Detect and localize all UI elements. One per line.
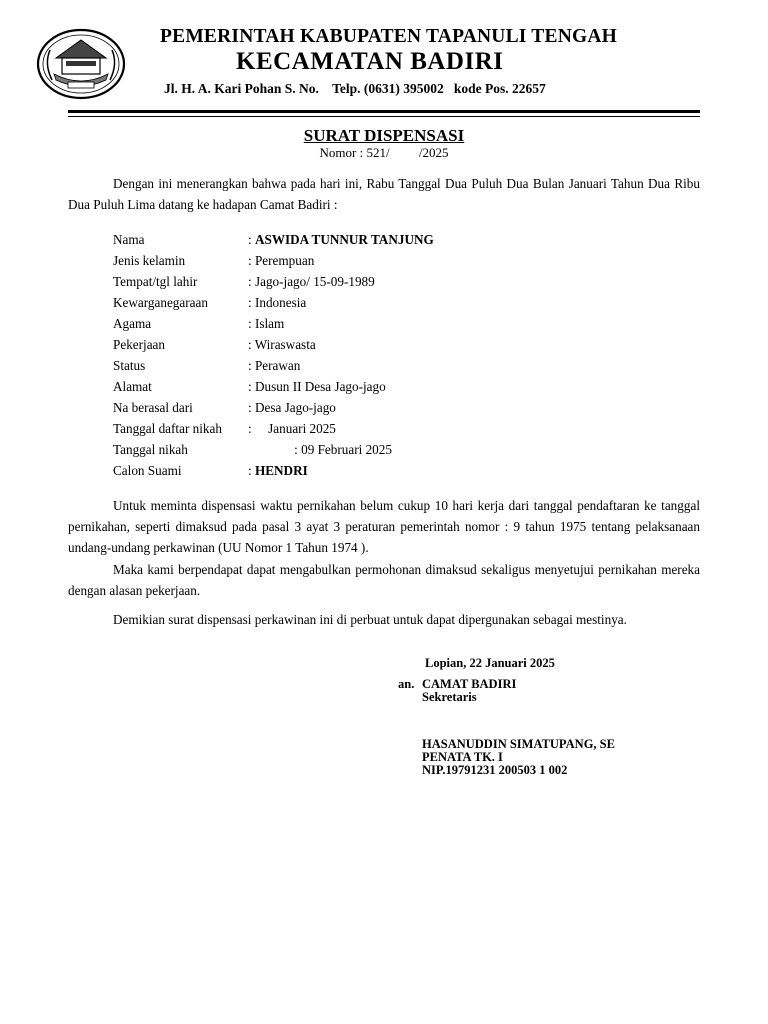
field-label: Agama xyxy=(113,316,152,331)
field-value xyxy=(248,316,284,332)
field-value-text: : Perempuan xyxy=(248,253,315,268)
field-label: Tanggal daftar nikah xyxy=(113,421,222,436)
field-value-text: : xyxy=(248,232,255,247)
field-value xyxy=(248,358,300,374)
field-label: Status xyxy=(113,358,146,373)
field-value xyxy=(248,463,308,479)
body-paragraph-1: Untuk meminta dispensasi waktu pernikahan belum cukup 10 hari kerja dari tanggal pendaftaran ke tanggal pernikahan, seperti dimaksud pada pasal 3 ayat 3 peraturan pemerintah nomor : 9 tahun 1975 tentang pelaksanaan undang-undang perkawinan (UU Nomor 1 Tahun 1974 ). xyxy=(68,498,700,555)
field-value-text: : Perawan xyxy=(248,358,301,373)
field-label: Tanggal nikah xyxy=(113,442,188,457)
field-value-text: : Jago-jago/ 15-09-1989 xyxy=(248,274,375,289)
field-label: Na berasal dari xyxy=(113,400,193,415)
field-value xyxy=(248,337,316,353)
field-label: Calon Suami xyxy=(113,463,182,478)
signature-role: Sekretaris xyxy=(422,690,477,704)
field-label: Nama xyxy=(113,232,145,247)
header-district: KECAMATAN BADIRI xyxy=(236,48,504,75)
field-label: Pekerjaan xyxy=(113,337,165,352)
field-value xyxy=(248,232,434,248)
regency-emblem-icon xyxy=(36,28,126,100)
field-value xyxy=(248,379,386,395)
letterhead-rule-thick xyxy=(68,110,700,113)
field-value-text: : xyxy=(248,463,255,478)
field-value-text: : Desa Jago-jago xyxy=(248,400,336,415)
body-paragraph-3: Demikian surat dispensasi perkawinan ini di perbuat untuk dapat dipergunakan sebagai mestinya. xyxy=(113,612,627,627)
intro-paragraph: Dengan ini menerangkan bahwa pada hari ini, Rabu Tanggal Dua Puluh Dua Bulan Januari Tahun Dua Ribu Dua Puluh Lima datang ke hadapan Camat Badiri : xyxy=(68,176,700,212)
field-value-text: : 09 Februari 2025 xyxy=(248,442,392,457)
field-value-text: : Indonesia xyxy=(248,295,307,310)
signature-name: HASANUDDIN SIMATUPANG, SE xyxy=(422,737,615,751)
field-value-text: : Dusun II Desa Jago-jago xyxy=(248,379,386,394)
body-paragraph-2: Maka kami berpendapat dapat mengabulkan permohonan dimaksud sekaligus menyetujui pernikahan mereka dengan alasan pekerjaan. xyxy=(68,562,700,598)
signature-an: an. xyxy=(398,677,415,691)
field-value-strong: HENDRI xyxy=(254,463,308,478)
document-number: Nomor : 521/ /2025 xyxy=(319,145,449,160)
signature-place-date: Lopian, 22 Januari 2025 xyxy=(425,656,555,670)
field-label: Alamat xyxy=(113,379,152,394)
signature-nip: NIP.19791231 200503 1 002 xyxy=(422,763,568,777)
letterhead-rule-thin xyxy=(68,116,700,117)
field-label: Jenis kelamin xyxy=(113,253,186,268)
field-value xyxy=(248,421,336,437)
header-government: PEMERINTAH KABUPATEN TAPANULI TENGAH xyxy=(160,26,618,47)
signature-rank: PENATA TK. I xyxy=(422,750,503,764)
field-value xyxy=(248,295,306,311)
field-value-text: : Islam xyxy=(248,316,285,331)
document-title: SURAT DISPENSASI xyxy=(303,126,465,145)
field-value xyxy=(248,442,392,458)
field-value-text: : Wiraswasta xyxy=(248,337,316,352)
signature-office: CAMAT BADIRI xyxy=(422,677,517,691)
field-label: Tempat/tgl lahir xyxy=(113,274,198,289)
field-value xyxy=(248,253,314,269)
field-label: Kewarganegaraan xyxy=(113,295,208,310)
header-address: Jl. H. A. Kari Pohan S. No. Telp. (0631) 395002 kode Pos. 22657 xyxy=(164,81,546,96)
field-value xyxy=(248,400,336,416)
field-value-strong: ASWIDA TUNNUR TANJUNG xyxy=(254,232,434,247)
field-value xyxy=(248,274,375,290)
field-value-text: : Januari 2025 xyxy=(248,421,336,436)
